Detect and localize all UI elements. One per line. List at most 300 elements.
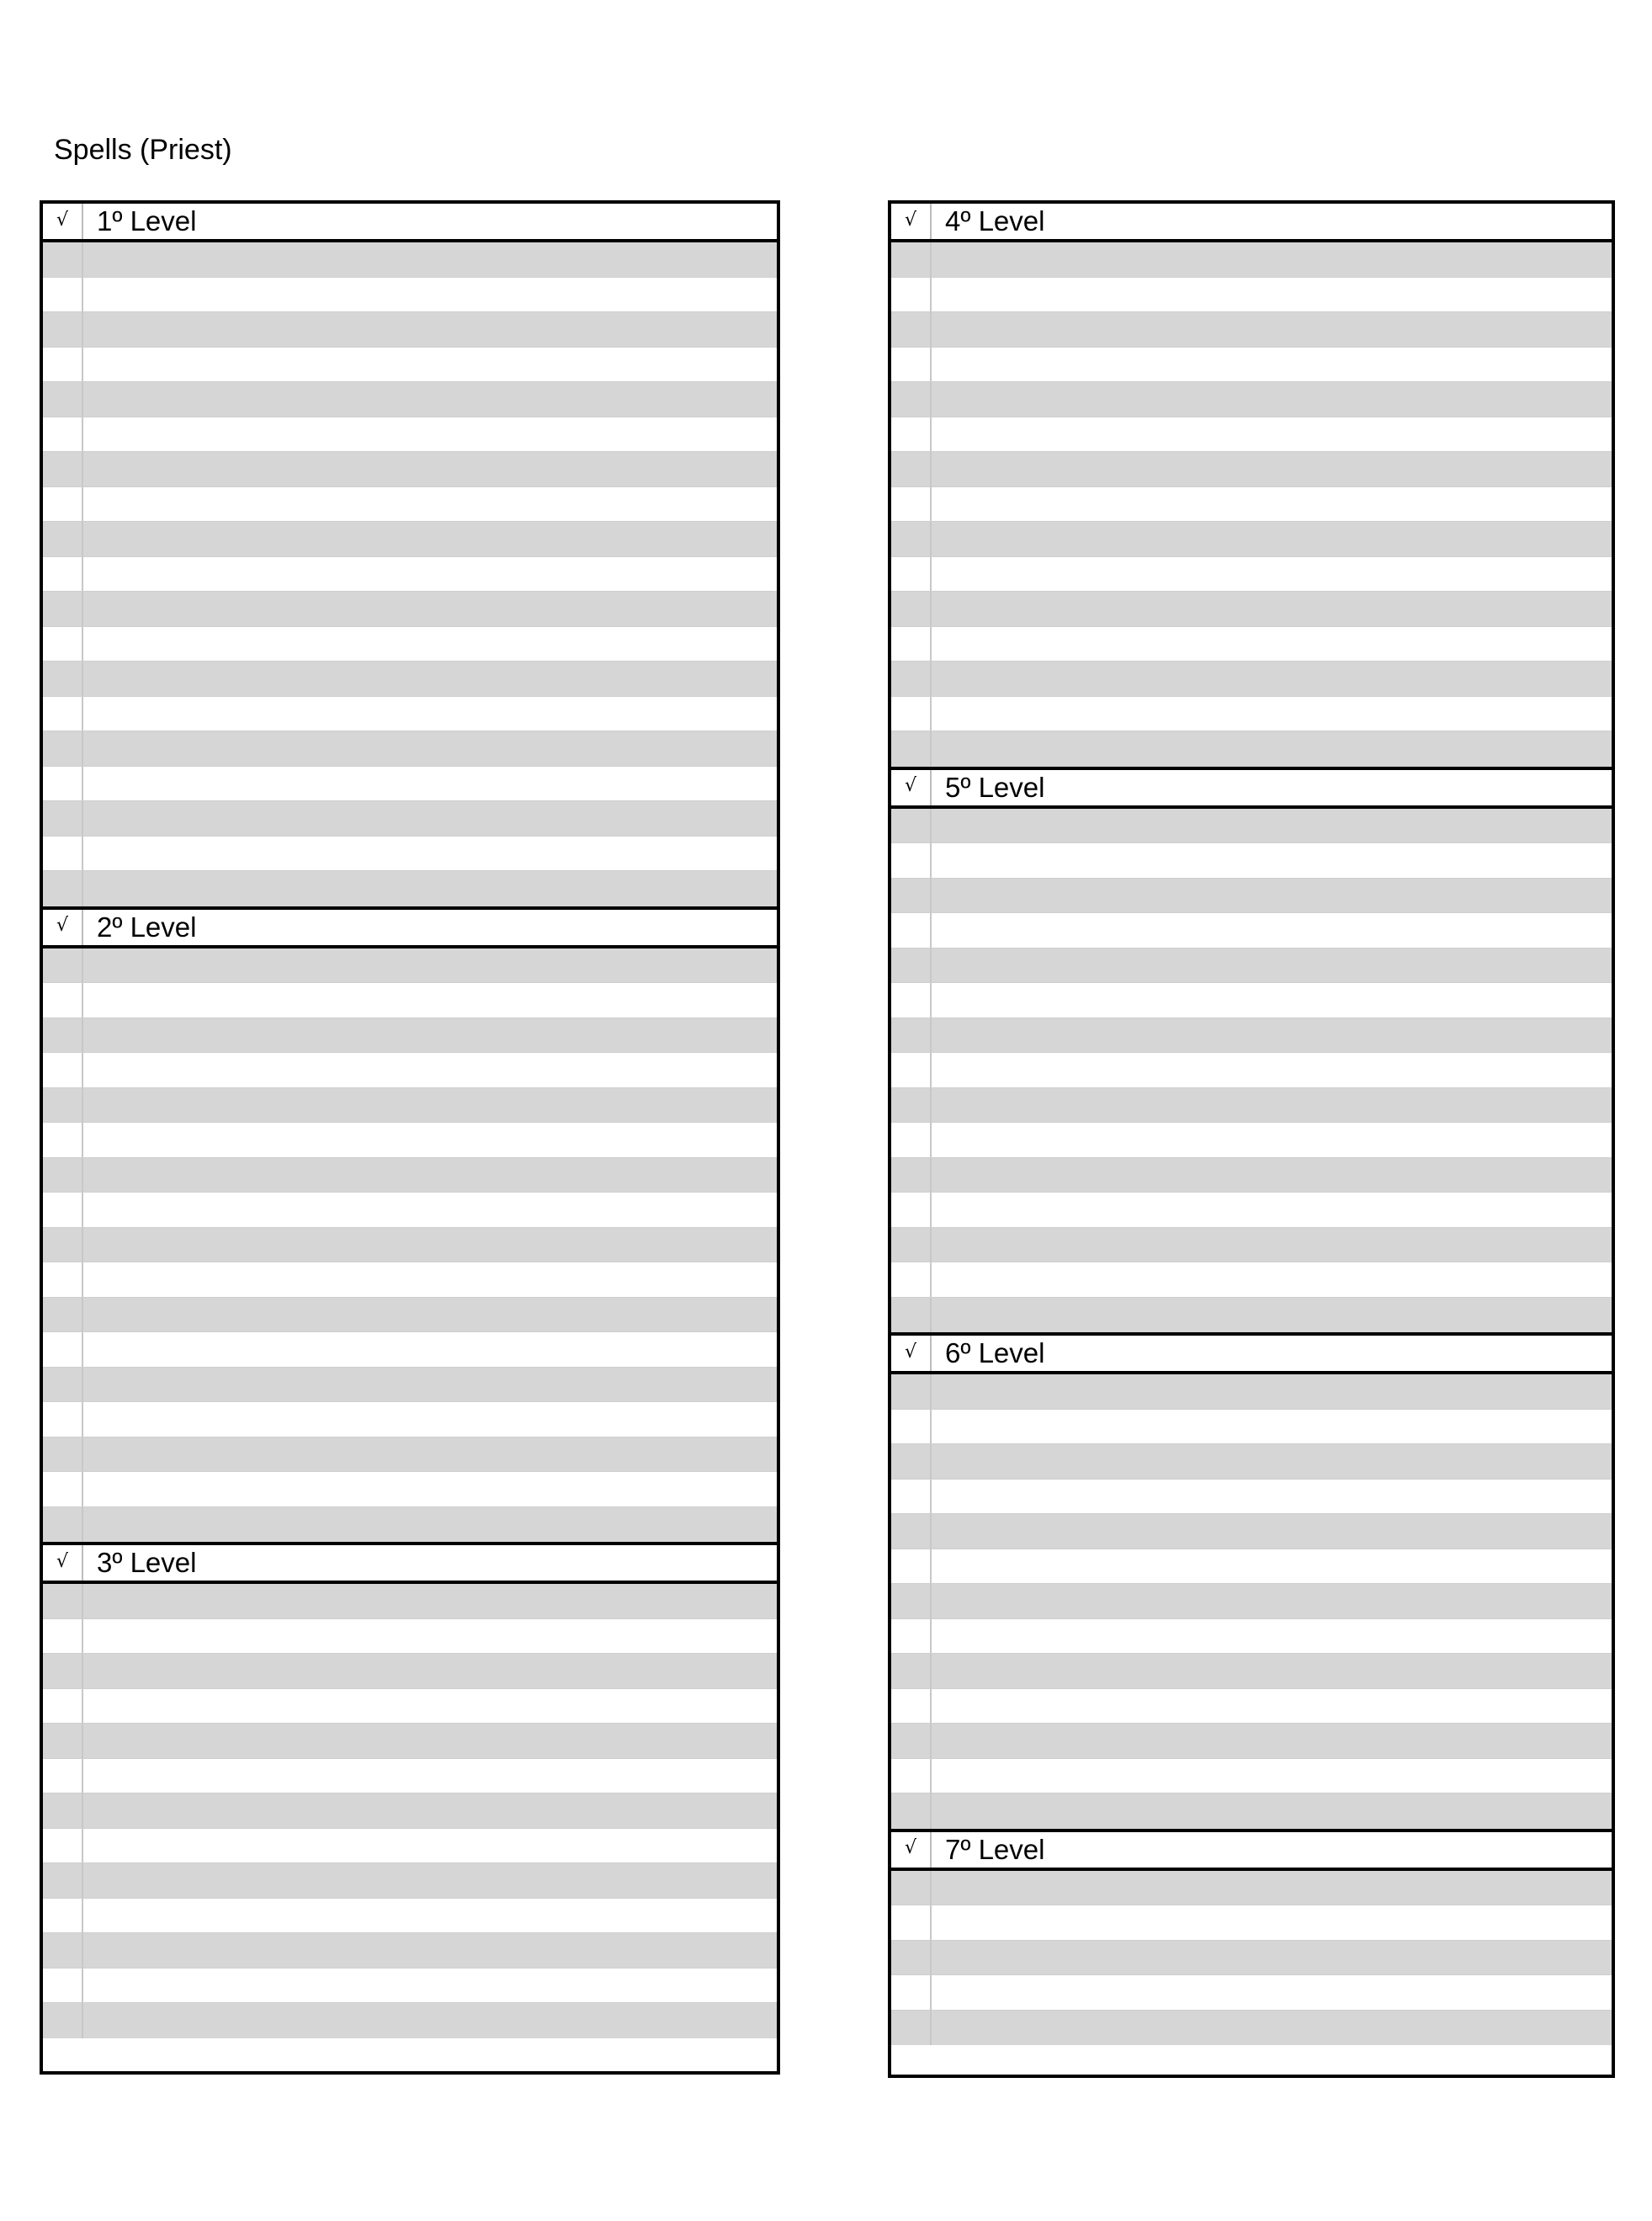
spell-check-box[interactable] <box>43 1298 83 1332</box>
spell-check-box[interactable] <box>891 348 932 382</box>
spell-check-box[interactable] <box>891 697 932 731</box>
spell-name-field[interactable] <box>932 948 1612 983</box>
spell-row[interactable] <box>43 522 777 557</box>
spell-name-field[interactable] <box>83 1899 777 1933</box>
spell-name-field[interactable] <box>83 452 777 486</box>
spell-row[interactable] <box>891 487 1612 523</box>
spell-row[interactable] <box>43 382 777 417</box>
spell-check-box[interactable] <box>43 1619 83 1654</box>
spell-check-box[interactable] <box>891 1514 932 1549</box>
spell-check-box[interactable] <box>43 767 83 801</box>
spell-name-field[interactable] <box>83 1228 777 1262</box>
spell-check-box[interactable] <box>43 1759 83 1793</box>
spell-row[interactable] <box>891 278 1612 313</box>
spell-row[interactable] <box>43 1018 777 1054</box>
spell-check-box[interactable] <box>891 1228 932 1262</box>
spell-name-field[interactable] <box>932 1123 1612 1157</box>
spell-row[interactable] <box>43 697 777 732</box>
spell-row[interactable] <box>891 697 1612 732</box>
spell-check-box[interactable] <box>891 1619 932 1654</box>
spell-check-box[interactable] <box>43 487 83 522</box>
spell-check-box[interactable] <box>891 1871 932 1905</box>
spell-name-field[interactable] <box>83 1584 777 1618</box>
spell-name-field[interactable] <box>932 382 1612 417</box>
spell-row[interactable] <box>43 1759 777 1794</box>
spell-row[interactable] <box>43 662 777 697</box>
spell-name-field[interactable] <box>83 348 777 382</box>
spell-name-field[interactable] <box>932 1549 1612 1584</box>
spell-row[interactable] <box>43 1193 777 1228</box>
spell-check-box[interactable] <box>891 592 932 626</box>
spell-name-field[interactable] <box>83 1368 777 1402</box>
spell-row[interactable] <box>891 1053 1612 1088</box>
spell-name-field[interactable] <box>932 1871 1612 1905</box>
spell-row[interactable] <box>43 948 777 984</box>
spell-row[interactable] <box>43 731 777 767</box>
spell-level-section <box>891 1829 1612 2046</box>
spell-check-box[interactable] <box>43 948 83 983</box>
spell-name-field[interactable] <box>932 348 1612 382</box>
spell-check-box[interactable] <box>43 1437 83 1472</box>
spell-check-box[interactable] <box>891 809 932 843</box>
spell-row[interactable] <box>43 1298 777 1333</box>
spell-name-field[interactable] <box>932 627 1612 662</box>
spell-row[interactable] <box>43 983 777 1018</box>
spell-name-field[interactable] <box>932 557 1612 592</box>
spell-name-field[interactable] <box>83 1863 777 1898</box>
spell-name-field[interactable] <box>932 1228 1612 1262</box>
spell-row[interactable] <box>43 1899 777 1934</box>
spell-check-box[interactable] <box>891 1374 932 1409</box>
spell-name-field[interactable] <box>932 452 1612 486</box>
spell-check-box[interactable] <box>891 731 932 767</box>
spell-row[interactable] <box>43 1437 777 1473</box>
spell-name-field[interactable] <box>83 1793 777 1828</box>
spell-check-box[interactable] <box>891 1193 932 1227</box>
spell-row[interactable] <box>43 1402 777 1437</box>
spell-row[interactable] <box>891 1941 1612 1976</box>
spell-check-box[interactable] <box>891 1410 932 1444</box>
spell-check-box[interactable] <box>891 843 932 878</box>
spell-name-field[interactable] <box>932 1480 1612 1514</box>
spell-row[interactable] <box>891 1654 1612 1689</box>
spell-row[interactable] <box>891 983 1612 1018</box>
spell-check-box[interactable] <box>43 1933 83 1968</box>
spell-row[interactable] <box>891 1689 1612 1724</box>
spell-row[interactable] <box>43 767 777 802</box>
spell-check-box[interactable] <box>891 1480 932 1514</box>
spell-check-box[interactable] <box>43 348 83 382</box>
spell-name-field[interactable] <box>83 767 777 801</box>
spell-row[interactable] <box>891 312 1612 348</box>
spell-row[interactable] <box>43 1654 777 1689</box>
spell-row[interactable] <box>891 1018 1612 1054</box>
spell-check-box[interactable] <box>891 1584 932 1618</box>
spell-check-box[interactable] <box>43 1262 83 1297</box>
spell-row[interactable] <box>43 1472 777 1507</box>
spell-check-box[interactable] <box>43 1724 83 1758</box>
spell-check-box[interactable] <box>43 1829 83 1863</box>
spell-name-field[interactable] <box>83 837 777 871</box>
spell-check-box[interactable] <box>891 487 932 522</box>
spell-row[interactable] <box>891 1298 1612 1333</box>
spell-name-field[interactable] <box>932 278 1612 312</box>
spell-row[interactable] <box>891 1228 1612 1263</box>
spell-row[interactable] <box>891 913 1612 948</box>
spell-name-field[interactable] <box>83 662 777 696</box>
spell-name-field[interactable] <box>83 1262 777 1297</box>
spell-row[interactable] <box>891 1410 1612 1445</box>
spell-row[interactable] <box>43 1123 777 1158</box>
spell-name-field[interactable] <box>83 1507 777 1543</box>
spell-row[interactable] <box>43 1332 777 1368</box>
level-title: 2º Level <box>97 911 197 943</box>
spell-row[interactable] <box>43 348 777 383</box>
spell-row[interactable] <box>891 557 1612 592</box>
spell-check-box[interactable] <box>891 417 932 452</box>
spell-name-field[interactable] <box>83 1193 777 1227</box>
checkmark-icon: √ <box>43 204 83 239</box>
spell-name-field[interactable] <box>83 2003 777 2038</box>
spell-check-box[interactable] <box>43 1689 83 1724</box>
spell-check-box[interactable] <box>891 662 932 696</box>
spell-name-field[interactable] <box>83 382 777 417</box>
spell-name-field[interactable] <box>83 1654 777 1688</box>
spell-name-field[interactable] <box>932 1514 1612 1549</box>
spell-name-field[interactable] <box>932 2011 1612 2046</box>
spell-check-box[interactable] <box>891 1793 932 1829</box>
spell-check-box[interactable] <box>43 417 83 452</box>
spell-row[interactable] <box>43 592 777 627</box>
spell-row[interactable] <box>891 1793 1612 1829</box>
spell-name-field[interactable] <box>83 1018 777 1053</box>
spell-name-field[interactable] <box>932 242 1612 277</box>
spell-row[interactable] <box>891 242 1612 278</box>
spell-row[interactable] <box>43 312 777 348</box>
spell-row[interactable] <box>43 452 777 487</box>
spell-name-field[interactable] <box>83 1619 777 1654</box>
spell-row[interactable] <box>43 1262 777 1298</box>
spell-check-box[interactable] <box>891 452 932 486</box>
spell-name-field[interactable] <box>83 1088 777 1123</box>
spell-name-field[interactable] <box>83 983 777 1018</box>
spell-name-field[interactable] <box>83 1689 777 1724</box>
spell-check-box[interactable] <box>43 1402 83 1437</box>
spell-check-box[interactable] <box>43 1088 83 1123</box>
spell-check-box[interactable] <box>891 1941 932 1975</box>
spell-name-field[interactable] <box>83 1933 777 1968</box>
spell-row[interactable] <box>43 242 777 278</box>
spell-row[interactable] <box>891 1549 1612 1585</box>
spell-row[interactable] <box>43 278 777 313</box>
spell-name-field[interactable] <box>932 913 1612 948</box>
spell-row[interactable] <box>891 1759 1612 1794</box>
spell-row[interactable] <box>891 1514 1612 1549</box>
spell-name-field[interactable] <box>932 1193 1612 1227</box>
spell-name-field[interactable] <box>932 1724 1612 1758</box>
spell-name-field[interactable] <box>932 522 1612 556</box>
spell-row[interactable] <box>43 1228 777 1263</box>
spell-name-field[interactable] <box>932 1088 1612 1123</box>
spell-row[interactable] <box>43 1158 777 1193</box>
spell-check-box[interactable] <box>891 1018 932 1053</box>
spell-row[interactable] <box>43 627 777 662</box>
spell-row[interactable] <box>891 522 1612 557</box>
spell-row[interactable] <box>891 1480 1612 1515</box>
spell-check-box[interactable] <box>891 1158 932 1193</box>
spell-name-field[interactable] <box>932 1905 1612 1940</box>
spell-row[interactable] <box>891 731 1612 767</box>
spell-name-field[interactable] <box>932 1584 1612 1618</box>
spell-row[interactable] <box>891 1619 1612 1655</box>
spell-check-box[interactable] <box>43 1899 83 1933</box>
spell-name-field[interactable] <box>83 1158 777 1193</box>
spell-name-field[interactable] <box>932 983 1612 1018</box>
checkmark-icon: √ <box>43 910 83 945</box>
checkmark-icon: √ <box>891 204 932 239</box>
spell-row[interactable] <box>43 1793 777 1829</box>
spell-check-box[interactable] <box>43 312 83 347</box>
spell-name-field[interactable] <box>932 1262 1612 1297</box>
spell-check-box[interactable] <box>891 242 932 277</box>
spell-name-field[interactable] <box>932 1374 1612 1409</box>
spell-row[interactable] <box>43 557 777 592</box>
spell-check-box[interactable] <box>43 697 83 731</box>
spell-row[interactable] <box>891 382 1612 417</box>
spell-row[interactable] <box>43 1969 777 2004</box>
spell-level-section <box>43 204 777 906</box>
checkmark-icon: √ <box>43 1545 83 1581</box>
spell-name-field[interactable] <box>932 1941 1612 1975</box>
spell-check-box[interactable] <box>891 879 932 913</box>
spell-check-box[interactable] <box>43 278 83 312</box>
spell-row[interactable] <box>891 809 1612 844</box>
spell-row[interactable] <box>891 452 1612 487</box>
spell-row[interactable] <box>43 1933 777 1969</box>
spell-row[interactable] <box>891 879 1612 914</box>
spell-row[interactable] <box>891 1871 1612 1906</box>
spell-name-field[interactable] <box>932 1619 1612 1654</box>
spell-name-field[interactable] <box>83 1724 777 1758</box>
spell-row[interactable] <box>891 1444 1612 1480</box>
spell-name-field[interactable] <box>83 1332 777 1367</box>
spell-row[interactable] <box>43 1584 777 1619</box>
spell-check-box[interactable] <box>891 1724 932 1758</box>
spell-check-box[interactable] <box>43 1018 83 1053</box>
spell-row[interactable] <box>43 487 777 523</box>
spell-row[interactable] <box>891 592 1612 627</box>
spell-row[interactable] <box>891 1123 1612 1158</box>
spell-name-field[interactable] <box>83 417 777 452</box>
spell-check-box[interactable] <box>43 837 83 871</box>
spell-row[interactable] <box>891 1158 1612 1193</box>
spell-name-field[interactable] <box>83 487 777 522</box>
spell-name-field[interactable] <box>932 1410 1612 1444</box>
spell-name-field[interactable] <box>932 592 1612 626</box>
spell-name-field[interactable] <box>83 1969 777 2003</box>
spell-check-box[interactable] <box>891 1298 932 1333</box>
spell-row[interactable] <box>43 2003 777 2038</box>
spell-name-field[interactable] <box>83 871 777 906</box>
spell-check-box[interactable] <box>891 1905 932 1940</box>
spell-row[interactable] <box>43 1863 777 1899</box>
spell-row[interactable] <box>43 1829 777 1864</box>
spell-row[interactable] <box>43 1507 777 1543</box>
spell-name-field[interactable] <box>83 697 777 731</box>
spell-check-box[interactable] <box>43 1158 83 1193</box>
spell-row[interactable] <box>43 1368 777 1403</box>
spell-row[interactable] <box>43 1689 777 1724</box>
spell-row[interactable] <box>891 948 1612 984</box>
spell-row[interactable] <box>43 871 777 906</box>
spell-name-field[interactable] <box>83 242 777 277</box>
spell-check-box[interactable] <box>43 452 83 486</box>
spell-check-box[interactable] <box>43 1332 83 1367</box>
spell-check-box[interactable] <box>891 1549 932 1584</box>
spell-check-box[interactable] <box>43 1969 83 2003</box>
spell-row[interactable] <box>891 662 1612 697</box>
spell-check-box[interactable] <box>891 913 932 948</box>
spell-name-field[interactable] <box>83 948 777 983</box>
spell-check-box[interactable] <box>43 1228 83 1262</box>
spell-row[interactable] <box>891 1193 1612 1228</box>
spell-check-box[interactable] <box>43 801 83 836</box>
spell-name-field[interactable] <box>83 1472 777 1506</box>
spell-check-box[interactable] <box>891 382 932 417</box>
spell-check-box[interactable] <box>43 1472 83 1506</box>
spell-row[interactable] <box>891 1975 1612 2011</box>
spell-name-field[interactable] <box>932 1018 1612 1053</box>
spell-check-box[interactable] <box>43 557 83 592</box>
spell-check-box[interactable] <box>891 2011 932 2046</box>
spell-name-field[interactable] <box>932 1975 1612 2010</box>
spell-row[interactable] <box>43 837 777 872</box>
spell-name-field[interactable] <box>932 487 1612 522</box>
spell-name-field[interactable] <box>932 1444 1612 1479</box>
spell-check-box[interactable] <box>891 1262 932 1297</box>
spell-name-field[interactable] <box>932 697 1612 731</box>
spell-check-box[interactable] <box>891 1654 932 1688</box>
spell-row[interactable] <box>43 417 777 453</box>
spell-check-box[interactable] <box>43 382 83 417</box>
spell-level-section <box>891 204 1612 767</box>
spell-check-box[interactable] <box>43 627 83 662</box>
spell-row[interactable] <box>891 627 1612 662</box>
spell-row[interactable] <box>43 1088 777 1124</box>
spell-check-box[interactable] <box>43 522 83 556</box>
spell-row[interactable] <box>891 2011 1612 2046</box>
spell-check-box[interactable] <box>891 278 932 312</box>
spell-row[interactable] <box>891 1088 1612 1124</box>
spell-check-box[interactable] <box>891 557 932 592</box>
spell-name-field[interactable] <box>83 1437 777 1472</box>
spell-name-field[interactable] <box>83 557 777 592</box>
spell-check-box[interactable] <box>43 1123 83 1157</box>
spell-check-box[interactable] <box>43 1793 83 1828</box>
spell-name-field[interactable] <box>932 1158 1612 1193</box>
spell-row[interactable] <box>43 1053 777 1088</box>
spell-name-field[interactable] <box>83 1829 777 1863</box>
spell-name-field[interactable] <box>83 1402 777 1437</box>
spell-row[interactable] <box>43 801 777 837</box>
spell-check-box[interactable] <box>891 1689 932 1724</box>
spell-name-field[interactable] <box>83 801 777 836</box>
spell-row[interactable] <box>43 1724 777 1759</box>
spell-name-field[interactable] <box>932 809 1612 843</box>
spell-check-box[interactable] <box>891 1759 932 1793</box>
spell-check-box[interactable] <box>43 871 83 906</box>
spell-check-box[interactable] <box>43 1584 83 1618</box>
spell-check-box[interactable] <box>891 1444 932 1479</box>
spell-check-box[interactable] <box>43 2003 83 2038</box>
spell-row[interactable] <box>891 843 1612 879</box>
spell-name-field[interactable] <box>83 1123 777 1157</box>
spell-check-box[interactable] <box>891 1975 932 2010</box>
spell-check-box[interactable] <box>891 983 932 1018</box>
spell-name-field[interactable] <box>932 1793 1612 1829</box>
spell-row[interactable] <box>891 1724 1612 1759</box>
spell-name-field[interactable] <box>932 417 1612 452</box>
spell-check-box[interactable] <box>891 522 932 556</box>
spell-check-box[interactable] <box>43 592 83 626</box>
spell-check-box[interactable] <box>43 1368 83 1402</box>
spell-name-field[interactable] <box>83 312 777 347</box>
spell-row[interactable] <box>891 348 1612 383</box>
spell-check-box[interactable] <box>891 948 932 983</box>
spell-name-field[interactable] <box>932 1759 1612 1793</box>
spell-check-box[interactable] <box>43 1507 83 1543</box>
spell-name-field[interactable] <box>83 592 777 626</box>
spell-name-field[interactable] <box>932 1689 1612 1724</box>
spell-column-right <box>888 200 1615 2078</box>
spell-name-field[interactable] <box>83 1759 777 1793</box>
spell-check-box[interactable] <box>43 983 83 1018</box>
spell-check-box[interactable] <box>43 1863 83 1898</box>
spell-name-field[interactable] <box>932 843 1612 878</box>
spell-row[interactable] <box>891 1905 1612 1941</box>
spell-row[interactable] <box>43 1619 777 1655</box>
spell-row[interactable] <box>891 417 1612 453</box>
spell-check-box[interactable] <box>43 1654 83 1688</box>
spell-name-field[interactable] <box>932 312 1612 347</box>
spell-row[interactable] <box>891 1262 1612 1298</box>
spell-name-field[interactable] <box>932 662 1612 696</box>
spell-name-field[interactable] <box>932 1053 1612 1087</box>
spell-name-field[interactable] <box>932 1654 1612 1688</box>
spell-name-field[interactable] <box>83 522 777 556</box>
spell-name-field[interactable] <box>83 1053 777 1087</box>
spell-check-box[interactable] <box>891 1088 932 1123</box>
spell-check-box[interactable] <box>891 1053 932 1087</box>
spell-row[interactable] <box>891 1374 1612 1410</box>
spell-name-field[interactable] <box>83 627 777 662</box>
spell-check-box[interactable] <box>891 627 932 662</box>
spell-name-field[interactable] <box>932 1298 1612 1333</box>
spell-check-box[interactable] <box>43 1053 83 1087</box>
spell-check-box[interactable] <box>43 1193 83 1227</box>
spell-name-field[interactable] <box>83 731 777 766</box>
spell-check-box[interactable] <box>43 662 83 696</box>
spell-check-box[interactable] <box>891 312 932 347</box>
spell-row[interactable] <box>891 1584 1612 1619</box>
spell-name-field[interactable] <box>932 731 1612 767</box>
spell-check-box[interactable] <box>43 242 83 277</box>
spell-name-field[interactable] <box>83 278 777 312</box>
spell-name-field[interactable] <box>932 879 1612 913</box>
spell-name-field[interactable] <box>83 1298 777 1332</box>
spell-check-box[interactable] <box>43 731 83 766</box>
spell-check-box[interactable] <box>891 1123 932 1157</box>
